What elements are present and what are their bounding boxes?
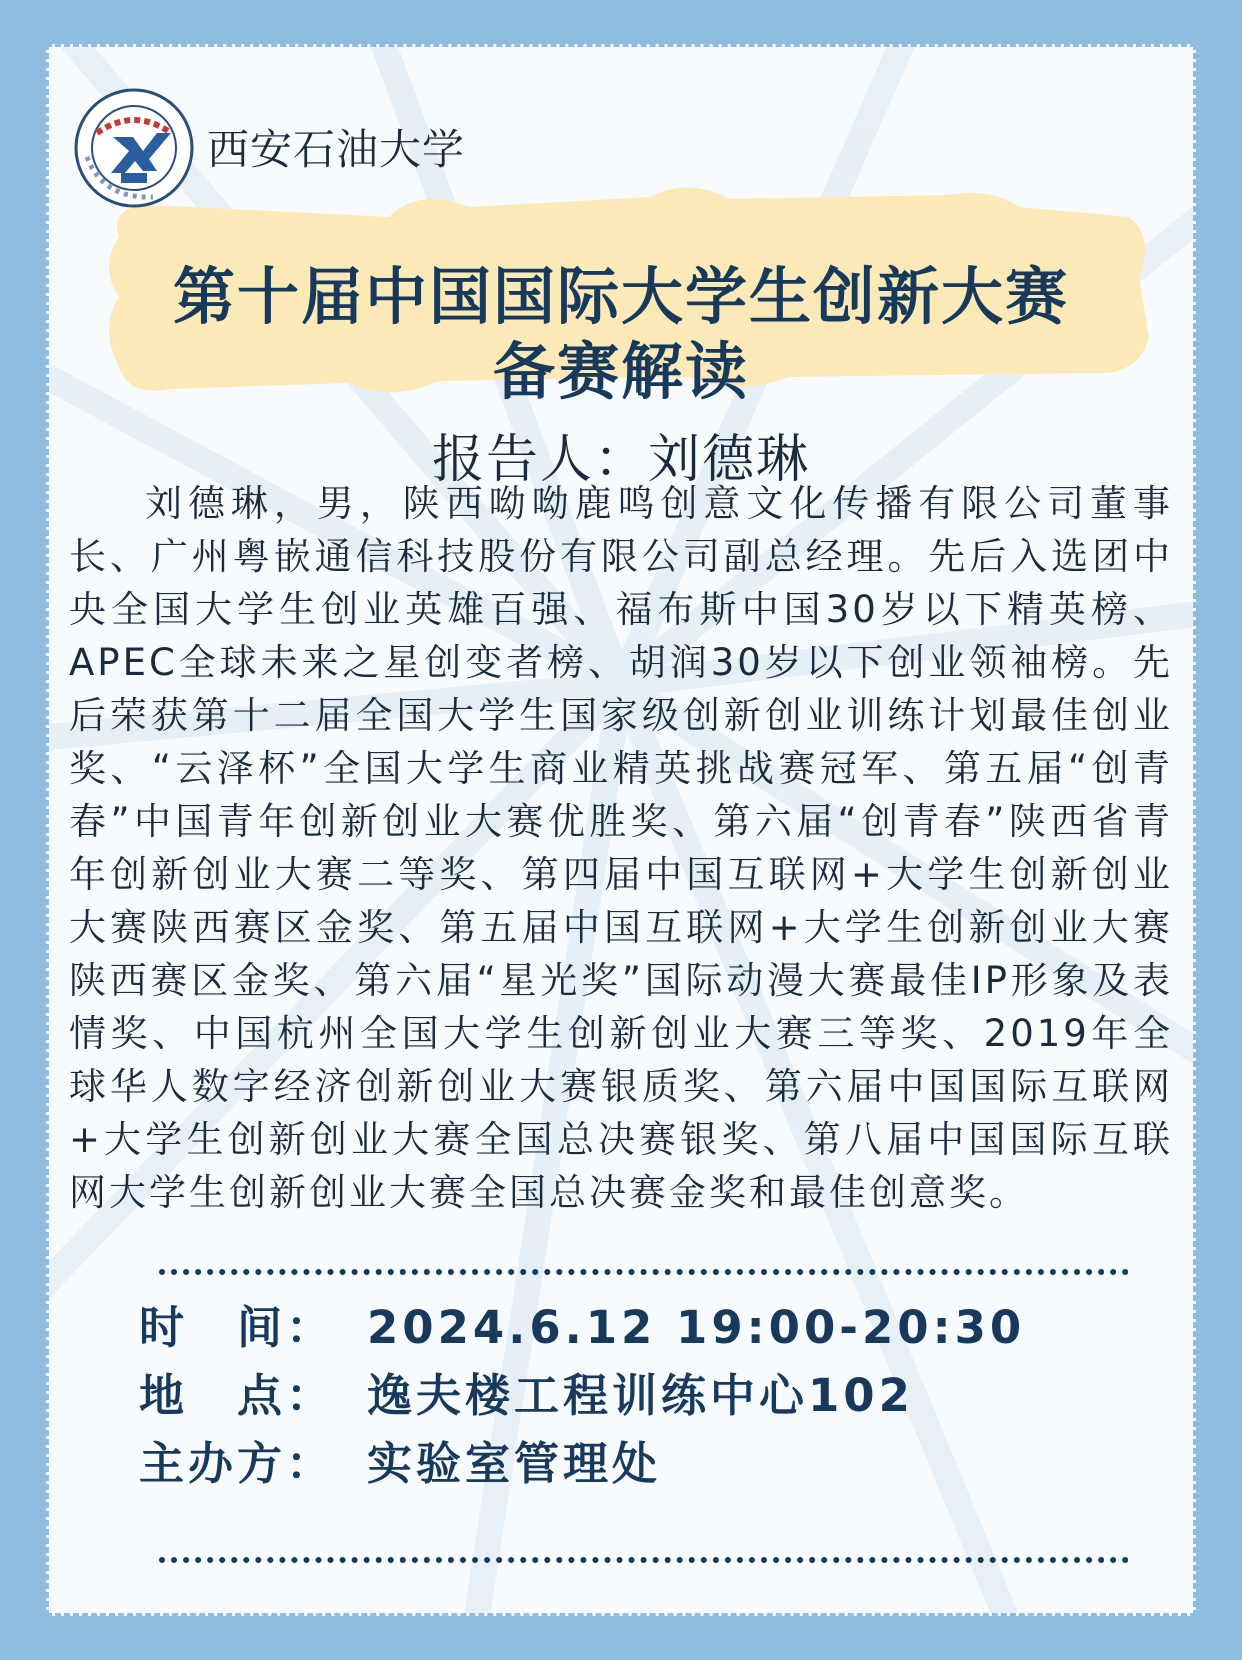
- event-subtitle: 备赛解读: [492, 335, 749, 408]
- host-label: 主办方：: [139, 1437, 336, 1490]
- university-logo: [73, 87, 195, 209]
- time-value: 2024.6.12 19:00-20:30: [367, 1301, 1026, 1354]
- place-value: 逸夫楼工程训练中心102: [367, 1369, 914, 1422]
- poster-card: [46, 44, 1196, 1616]
- divider-top: [159, 1269, 1129, 1275]
- event-time: [139, 1291, 1025, 1356]
- event-location: [139, 1359, 914, 1424]
- host-value: 实验室管理处: [367, 1437, 662, 1490]
- event-title: 第十届中国国际大学生创新大赛: [172, 260, 1069, 333]
- divider-bottom: [159, 1557, 1129, 1563]
- time-label: 时 间：: [139, 1301, 336, 1354]
- university-name: 西安石油大学: [207, 125, 466, 174]
- event-organizer: [139, 1427, 661, 1492]
- speaker-bio: 刘德琳，男，陕西呦呦鹿鸣创意文化传播有限公司董事长、广州粤嵌通信科技股份有限公司副总经理。先后入选团中央全国大学生创业英雄百强、福布斯中国30岁以下精英榜、 APEC全球未来之星创变者榜、胡润30岁以下创业领袖榜。先后荣获第十二届全国大学生国家级创新创业训练计划最佳创业奖、“云泽杯”全国大学生商业精英挑战赛冠军、第五届“创青春”中国青年创新创业大赛优胜奖、第六届“创青春”陕西省青年创新创业大赛二等奖、第四届中国互联网+大学生创新创业大赛陕西赛区金奖、第五届中国互联网+大学生创新创业大赛陕西赛区金奖、第六届“星光奖”国际动漫大赛最佳IP形象及表情奖、中国杭州全国大学生创新创业大赛三等奖、2019年全球华人数字经济创新创业大赛银质奖、第六届中国国际互联网+大学生创新创业大赛全国总决赛银奖、第八届中国国际互联网大学生创新创业大赛全国总决赛金奖和最佳创意奖。: [69, 482, 1173, 1214]
- speaker-line: 报告人：刘德琳: [431, 430, 810, 490]
- place-label: 地 点：: [139, 1369, 336, 1422]
